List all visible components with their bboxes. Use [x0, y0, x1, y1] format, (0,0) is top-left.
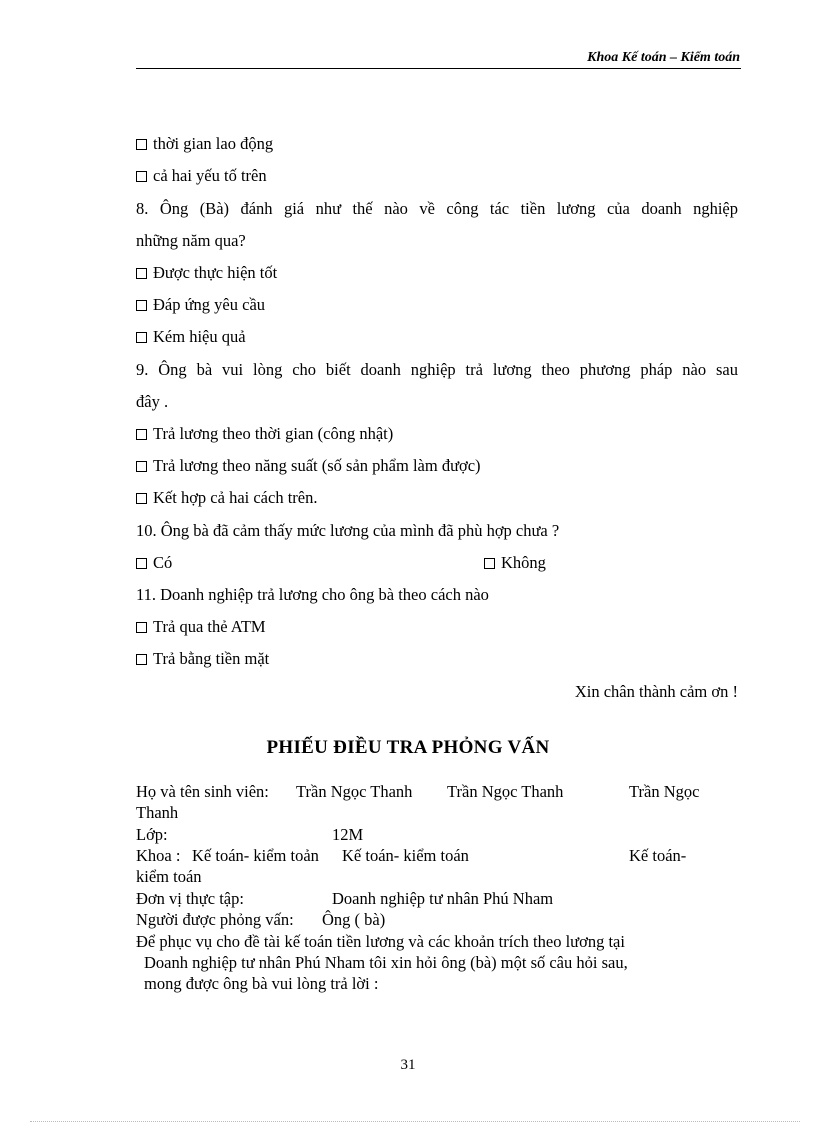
option-both-factors: cả hai yếu tố trên — [136, 166, 267, 186]
checkbox-icon[interactable] — [136, 268, 147, 279]
checkbox-icon[interactable] — [136, 429, 147, 440]
question-8-line1: 8. Ông (Bà) đánh giá như thế nào về công tác tiền lương của doanh nghiệp — [136, 199, 738, 218]
checkbox-icon[interactable] — [136, 493, 147, 504]
unit-label: Đơn vị thực tập: — [136, 889, 244, 908]
class-label: Lớp: — [136, 825, 168, 844]
department-label: Khoa : — [136, 846, 181, 865]
q8-option-good: Được thực hiện tốt — [136, 263, 277, 283]
header-title: Khoa Kế toán – Kiểm toán — [587, 50, 740, 65]
page-number: 31 — [400, 1057, 416, 1073]
q9-option-time: Trả lương theo thời gian (công nhật) — [136, 424, 393, 444]
page-bottom-border — [30, 1121, 800, 1122]
interviewee-value: Ông ( bà) — [322, 910, 386, 929]
checkbox-icon[interactable] — [136, 558, 147, 569]
q10-option-no: Không — [484, 553, 546, 573]
q8-option-poor: Kém hiệu quả — [136, 327, 246, 347]
checkbox-icon[interactable] — [136, 171, 147, 182]
closing-thanks: Xin chân thành cảm ơn ! — [574, 682, 738, 701]
checkbox-icon[interactable] — [136, 139, 147, 150]
checkbox-icon[interactable] — [136, 622, 147, 633]
q10-option-yes: Có — [136, 553, 172, 573]
question-10: 10. Ông bà đã cảm thấy mức lương của mình đã phù hợp chưa ? — [136, 521, 560, 540]
question-9-line2: đây . — [136, 392, 169, 411]
checkbox-icon[interactable] — [136, 461, 147, 472]
student-name-1: Trần Ngọc Thanh — [296, 782, 413, 801]
interviewee-label: Người được phỏng vấn: — [136, 910, 294, 929]
student-name-3: Trần Ngọc — [629, 782, 700, 801]
intro-line-3: mong được ông bà vui lòng trả lời : — [144, 974, 379, 993]
checkbox-icon[interactable] — [136, 654, 147, 665]
checkbox-icon[interactable] — [136, 332, 147, 343]
question-9-line1: 9. Ông bà vui lòng cho biết doanh nghiệp trả lương theo phương pháp nào sau — [136, 360, 738, 379]
class-value: 12M — [332, 825, 364, 844]
department-value-1: Kế toán- kiểm toản — [192, 846, 319, 865]
department-value-3-wrap: kiểm toán — [136, 867, 202, 886]
department-value-2: Kế toán- kiểm toán — [342, 846, 469, 865]
checkbox-icon[interactable] — [136, 300, 147, 311]
student-name-3-wrap: Thanh — [136, 803, 179, 822]
unit-value: Doanh nghiệp tư nhân Phú Nham — [332, 889, 554, 908]
form-title: PHIẾU ĐIỀU TRA PHỎNG VẤN — [266, 737, 550, 758]
student-label: Họ và tên sinh viên: — [136, 782, 269, 801]
q9-option-productivity: Trả lương theo năng suất (số sản phẩm làm được) — [136, 456, 481, 476]
option-working-time: thời gian lao động — [136, 134, 273, 154]
question-11: 11. Doanh nghiệp trả lương cho ông bà theo cách nào — [136, 585, 489, 604]
intro-line-2: Doanh nghiệp tư nhân Phú Nham tôi xin hỏi ông (bà) một số câu hỏi sau, — [144, 953, 628, 972]
header-divider — [136, 68, 741, 69]
student-name-2: Trần Ngọc Thanh — [447, 782, 564, 801]
checkbox-icon[interactable] — [484, 558, 495, 569]
department-value-3: Kế toán- — [629, 846, 687, 865]
q8-option-meets: Đáp ứng yêu cầu — [136, 295, 265, 315]
q11-option-atm: Trả qua thẻ ATM — [136, 617, 266, 637]
q9-option-combined: Kết hợp cả hai cách trên. — [136, 488, 317, 508]
q11-option-cash: Trả bằng tiền mặt — [136, 649, 269, 669]
intro-line-1: Để phục vụ cho đề tài kế toán tiền lương và các khoản trích theo lương tại — [136, 932, 625, 951]
question-8-line2: những năm qua? — [136, 231, 246, 250]
